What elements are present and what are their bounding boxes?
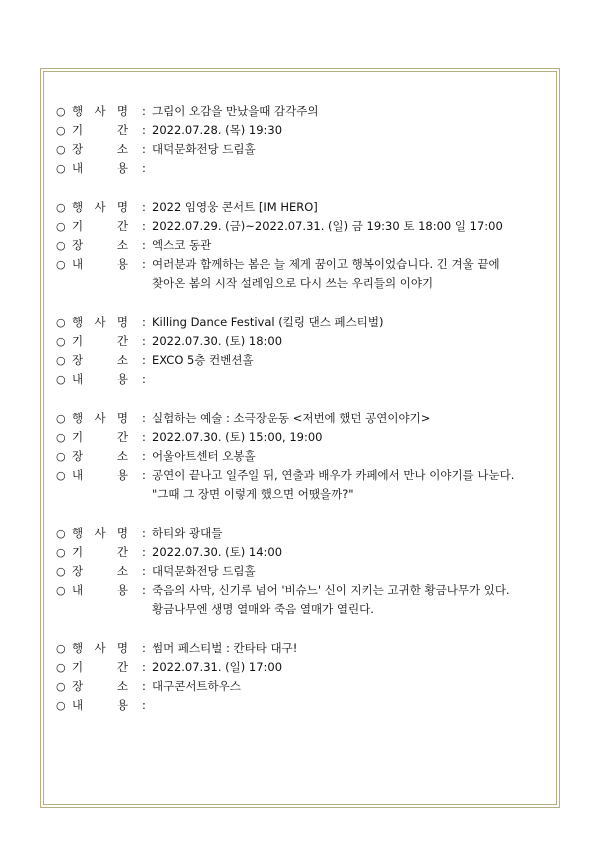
event-date-row	[56, 428, 546, 447]
bullet-circle: ○	[56, 143, 66, 156]
field-label	[72, 351, 142, 370]
field-label	[72, 313, 142, 332]
field-label	[72, 466, 142, 485]
event-name-row	[56, 313, 546, 332]
bullet-circle: ○	[56, 584, 66, 597]
field-label-text	[72, 140, 128, 159]
label-char: 간	[116, 219, 128, 233]
label-char: 사	[94, 104, 106, 118]
bullet-circle: ○	[56, 239, 66, 252]
colon: :	[142, 545, 146, 559]
label-char: 용	[116, 161, 128, 175]
field-label	[72, 370, 142, 389]
event-place-row	[56, 140, 546, 159]
label-char: 내	[72, 583, 84, 597]
event-place: 대덕문화전당 드림홀	[152, 564, 256, 578]
label-char: 장	[72, 353, 84, 367]
event-place-row	[56, 562, 546, 581]
event-name-row	[56, 524, 546, 543]
label-char: 내	[72, 468, 84, 482]
field-label	[72, 658, 142, 677]
label-char: 명	[116, 200, 128, 214]
event-description	[152, 581, 546, 619]
label-char: 기	[72, 545, 84, 559]
event-block	[56, 102, 546, 178]
event-block	[56, 639, 546, 715]
bullet-circle: ○	[56, 412, 66, 425]
event-block	[56, 313, 546, 389]
field-label-text	[72, 658, 128, 677]
colon: :	[142, 334, 146, 348]
label-char: 사	[94, 411, 106, 425]
field-label	[72, 236, 142, 255]
colon: :	[142, 315, 146, 329]
label-char: 내	[72, 698, 84, 712]
colon: :	[142, 142, 146, 156]
event-name: 그림이 오감을 만났을때 감각주의	[152, 104, 319, 118]
bullet-circle: ○	[56, 642, 66, 655]
label-char: 사	[94, 526, 106, 540]
label-char: 간	[116, 430, 128, 444]
event-date-row	[56, 332, 546, 351]
event-desc-row	[56, 255, 546, 293]
label-char: 기	[72, 219, 84, 233]
label-char: 명	[116, 526, 128, 540]
field-label	[72, 543, 142, 562]
colon: :	[142, 219, 146, 233]
label-char: 내	[72, 372, 84, 386]
bullet-circle: ○	[56, 565, 66, 578]
colon: :	[142, 583, 146, 597]
label-char: 장	[72, 142, 84, 156]
colon: :	[142, 564, 146, 578]
field-label-text	[72, 543, 128, 562]
event-name: 하티와 광대들	[152, 526, 223, 540]
bullet-circle: ○	[56, 469, 66, 482]
event-date: 2022.07.29. (금)~2022.07.31. (일) 금 19:30 토 18:00 일 17:00	[152, 219, 503, 233]
field-label-text	[72, 332, 128, 351]
field-label	[72, 696, 142, 715]
bullet-circle: ○	[56, 162, 66, 175]
field-label	[72, 332, 142, 351]
event-desc-row	[56, 466, 546, 504]
field-label-text	[72, 121, 128, 140]
field-label-text	[72, 255, 128, 274]
bullet-circle: ○	[56, 527, 66, 540]
label-char: 장	[72, 679, 84, 693]
event-place-row	[56, 236, 546, 255]
label-char: 명	[116, 104, 128, 118]
bullet-circle: ○	[56, 680, 66, 693]
label-char: 용	[116, 468, 128, 482]
label-char: 행	[72, 200, 84, 214]
label-char: 행	[72, 411, 84, 425]
label-char: 내	[72, 161, 84, 175]
description-line: "그때 그 장면 이렇게 했으면 어땠을까?"	[152, 487, 354, 501]
event-name: 2022 임영웅 콘서트 [IM HERO]	[152, 200, 318, 214]
field-label-text	[72, 428, 128, 447]
bullet-circle: ○	[56, 335, 66, 348]
label-char: 용	[116, 257, 128, 271]
label-char: 기	[72, 123, 84, 137]
field-label-text	[72, 159, 128, 178]
field-label	[72, 121, 142, 140]
field-label-text	[72, 217, 128, 236]
event-date: 2022.07.28. (목) 19:30	[152, 123, 283, 137]
field-label	[72, 159, 142, 178]
label-char: 명	[116, 315, 128, 329]
event-place-row	[56, 351, 546, 370]
bullet-circle: ○	[56, 316, 66, 329]
bullet-circle: ○	[56, 220, 66, 233]
bullet-circle: ○	[56, 105, 66, 118]
description-line: 찾아온 봄의 시작 설레임으로 다시 쓰는 우리들의 이야기	[152, 276, 434, 290]
label-char: 장	[72, 564, 84, 578]
colon: :	[142, 526, 146, 540]
field-label	[72, 217, 142, 236]
label-char: 용	[116, 698, 128, 712]
event-date-row	[56, 121, 546, 140]
event-name: 실험하는 예술 : 소극장운동 <저번에 했던 공연이야기>	[152, 411, 431, 425]
bullet-circle: ○	[56, 124, 66, 137]
field-label-text	[72, 581, 128, 600]
field-label-text	[72, 409, 128, 428]
description-line: 여러분과 함께하는 봄은 늘 제게 꿈이고 행복이었습니다. 긴 겨울 끝에	[152, 257, 500, 271]
colon: :	[142, 411, 146, 425]
event-place-row	[56, 677, 546, 696]
field-label-text	[72, 562, 128, 581]
field-label-text	[72, 639, 128, 658]
event-desc-row	[56, 581, 546, 619]
event-desc-row	[56, 370, 546, 389]
label-char: 장	[72, 238, 84, 252]
event-date-row	[56, 217, 546, 236]
colon: :	[142, 430, 146, 444]
event-name-row	[56, 639, 546, 658]
event-name-row	[56, 198, 546, 217]
field-label	[72, 140, 142, 159]
colon: :	[142, 161, 146, 175]
label-char: 내	[72, 257, 84, 271]
event-place-row	[56, 447, 546, 466]
field-label	[72, 255, 142, 274]
event-list	[56, 102, 546, 735]
bullet-circle: ○	[56, 699, 66, 712]
field-label-text	[72, 236, 128, 255]
field-label	[72, 198, 142, 217]
bullet-circle: ○	[56, 258, 66, 271]
colon: :	[142, 468, 146, 482]
event-place: 대구콘서트하우스	[152, 679, 241, 693]
event-date: 2022.07.30. (토) 15:00, 19:00	[152, 430, 323, 444]
label-char: 간	[116, 123, 128, 137]
label-char: 소	[116, 679, 128, 693]
colon: :	[142, 123, 146, 137]
event-name-row	[56, 409, 546, 428]
label-char: 명	[116, 411, 128, 425]
bullet-circle: ○	[56, 373, 66, 386]
colon: :	[142, 449, 146, 463]
event-name: Killing Dance Festival (킬링 댄스 페스티벌)	[152, 315, 384, 329]
label-char: 명	[116, 641, 128, 655]
event-date: 2022.07.30. (토) 14:00	[152, 545, 283, 559]
field-label	[72, 409, 142, 428]
event-name: 썸머 페스티벌 : 칸타타 대구!	[152, 641, 298, 655]
colon: :	[142, 200, 146, 214]
colon: :	[142, 257, 146, 271]
label-char: 기	[72, 660, 84, 674]
field-label-text	[72, 370, 128, 389]
event-date-row	[56, 543, 546, 562]
bullet-circle: ○	[56, 201, 66, 214]
label-char: 간	[116, 334, 128, 348]
field-label	[72, 428, 142, 447]
field-label	[72, 447, 142, 466]
event-date: 2022.07.31. (일) 17:00	[152, 660, 283, 674]
event-name-row	[56, 102, 546, 121]
label-char: 행	[72, 104, 84, 118]
event-desc-row	[56, 696, 546, 715]
colon: :	[142, 679, 146, 693]
event-description	[152, 255, 546, 293]
colon: :	[142, 372, 146, 386]
description-line: 죽음의 사막, 신기루 넘어 '비슈느' 신이 지키는 고귀한 황금나무가 있다.	[152, 583, 510, 597]
label-char: 소	[116, 564, 128, 578]
event-place: EXCO 5층 컨벤션홀	[152, 353, 254, 367]
bullet-circle: ○	[56, 661, 66, 674]
event-place: 대덕문화전당 드림홀	[152, 142, 256, 156]
field-label-text	[72, 447, 128, 466]
label-char: 행	[72, 315, 84, 329]
colon: :	[142, 353, 146, 367]
bullet-circle: ○	[56, 354, 66, 367]
label-char: 행	[72, 526, 84, 540]
field-label-text	[72, 102, 128, 121]
label-char: 기	[72, 430, 84, 444]
label-char: 장	[72, 449, 84, 463]
field-label-text	[72, 524, 128, 543]
event-date-row	[56, 658, 546, 677]
colon: :	[142, 660, 146, 674]
label-char: 사	[94, 200, 106, 214]
event-date: 2022.07.30. (토) 18:00	[152, 334, 283, 348]
event-block	[56, 524, 546, 619]
field-label-text	[72, 351, 128, 370]
field-label	[72, 581, 142, 600]
field-label	[72, 677, 142, 696]
colon: :	[142, 641, 146, 655]
label-char: 소	[116, 142, 128, 156]
label-char: 소	[116, 353, 128, 367]
colon: :	[142, 698, 146, 712]
field-label-text	[72, 696, 128, 715]
bullet-circle: ○	[56, 450, 66, 463]
field-label	[72, 524, 142, 543]
event-place: 어울아트센터 오봉홀	[152, 449, 256, 463]
event-desc-row	[56, 159, 546, 178]
field-label	[72, 639, 142, 658]
label-char: 용	[116, 583, 128, 597]
label-char: 소	[116, 449, 128, 463]
label-char: 간	[116, 660, 128, 674]
field-label-text	[72, 313, 128, 332]
label-char: 기	[72, 334, 84, 348]
bullet-circle: ○	[56, 431, 66, 444]
label-char: 행	[72, 641, 84, 655]
event-block	[56, 198, 546, 293]
label-char: 간	[116, 545, 128, 559]
field-label	[72, 562, 142, 581]
bullet-circle: ○	[56, 546, 66, 559]
label-char: 소	[116, 238, 128, 252]
description-line: 공연이 끝나고 일주일 뒤, 연출과 배우가 카페에서 만나 이야기를 나눈다.	[152, 468, 515, 482]
field-label-text	[72, 198, 128, 217]
label-char: 사	[94, 641, 106, 655]
event-block	[56, 409, 546, 504]
label-char: 사	[94, 315, 106, 329]
field-label-text	[72, 466, 128, 485]
colon: :	[142, 238, 146, 252]
colon: :	[142, 104, 146, 118]
event-place: 엑스코 동관	[152, 238, 212, 252]
event-description	[152, 466, 546, 504]
field-label	[72, 102, 142, 121]
label-char: 용	[116, 372, 128, 386]
description-line: 황금나무엔 생명 열매와 죽음 열매가 열린다.	[152, 602, 374, 616]
field-label-text	[72, 677, 128, 696]
